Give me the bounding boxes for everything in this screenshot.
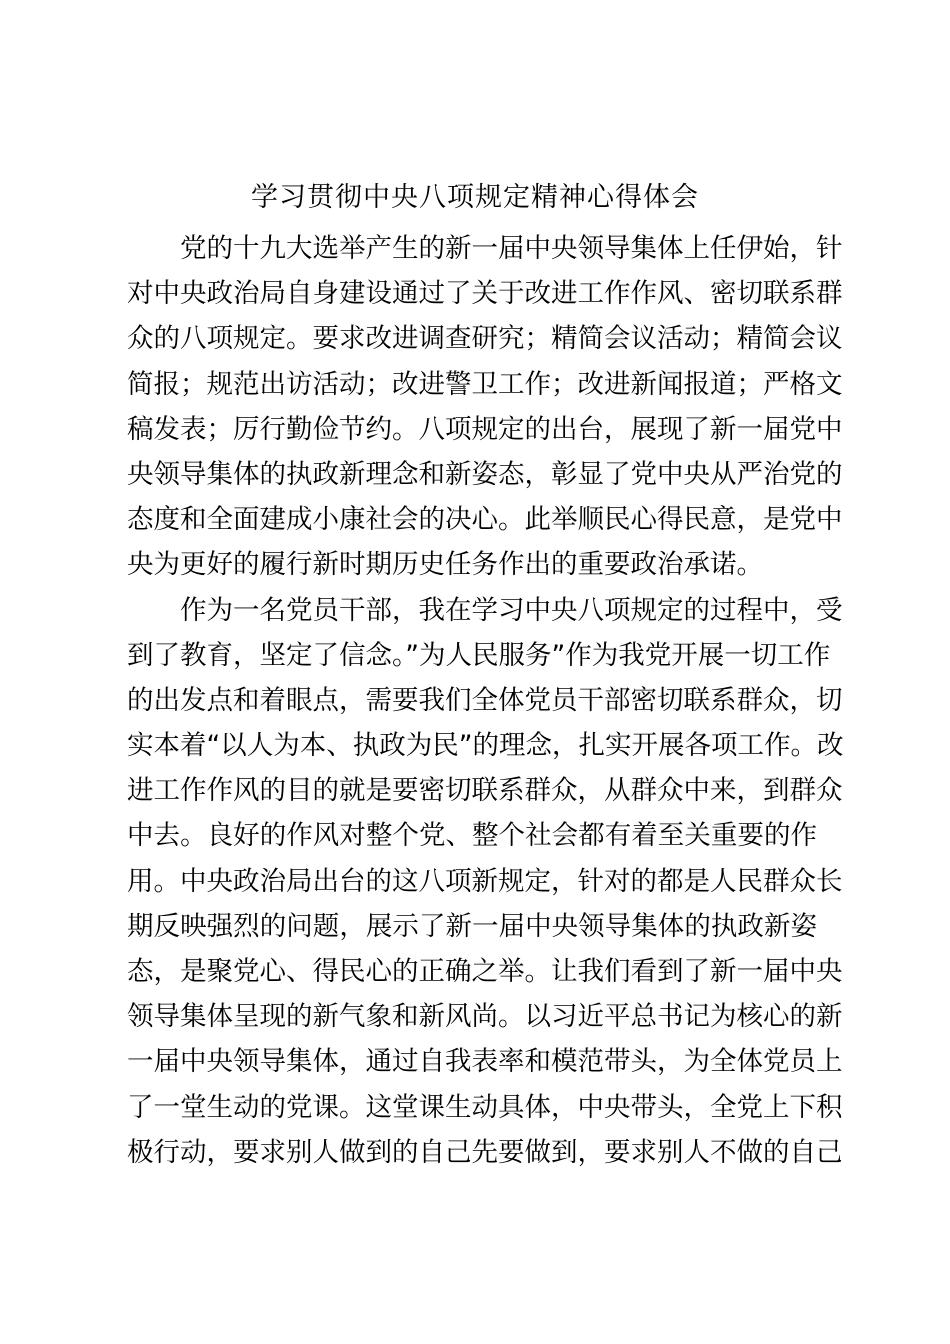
text-line: 对中央政治局自身建设通过了关于改进工作作风、密切联系群 [127, 278, 843, 310]
text-line: 领导集体呈现的新气象和新风尚。以习近平总书记为核心的新 [127, 1001, 843, 1033]
text-line: 一届中央领导集体，通过自我表率和模范带头，为全体党员上 [127, 1046, 843, 1078]
text-line: 到了教育，坚定了信念。”为人民服务”作为我党开展一切工作 [127, 639, 831, 671]
document-title: 学习贯彻中央八项规定精神心得体会 [251, 182, 699, 213]
text-line: 党的十九大选举产生的新一届中央领导集体上任伊始，针 [180, 233, 843, 264]
document-body [127, 226, 844, 1175]
text-line: 用。中央政治局出台的这八项新规定，针对的都是人民群众长 [127, 865, 843, 897]
text-line: 央领导集体的执政新理念和新姿态，彰显了党中央从严治党的 [127, 458, 843, 490]
text-line: 作为一名党员干部，我在学习中央八项规定的过程中，受 [180, 594, 843, 626]
text-line: 期反映强烈的问题，展示了新一届中央领导集体的执政新姿 [127, 910, 817, 942]
text-line: 实本着“以人为本、执政为民”的理念，扎实开展各项工作。改 [127, 730, 844, 762]
paragraph-1 [127, 226, 843, 588]
text-line: 稿发表；厉行勤俭节约。八项规定的出台，展现了新一届党中 [127, 413, 843, 445]
text-line: 简报；规范出访活动；改进警卫工作；改进新闻报道；严格文 [127, 368, 843, 400]
text-line: 中去。良好的作风对整个党、整个社会都有着至关重要的作 [127, 820, 817, 852]
text-line: 了一堂生动的党课。这堂课生动具体，中央带头，全党上下积 [127, 1091, 843, 1123]
paragraph-2 [127, 588, 844, 1175]
text-line: 态，是聚党心、得民心的正确之举。让我们看到了新一届中央 [127, 956, 843, 987]
text-line: 进工作作风的目的就是要密切联系群众，从群众中来，到群众 [127, 775, 843, 807]
text-line: 众的八项规定。要求改进调查研究；精简会议活动；精简会议 [127, 323, 843, 355]
text-line: 的出发点和着眼点，需要我们全体党员干部密切联系群众，切 [127, 684, 843, 716]
text-line: 态度和全面建成小康社会的决心。此举顺民心得民意，是党中 [127, 504, 843, 536]
text-line: 极行动，要求别人做到的自己先要做到，要求别人不做的自己 [127, 1136, 843, 1168]
text-line: 央为更好的履行新时期历史任务作出的重要政治承诺。 [127, 549, 763, 581]
